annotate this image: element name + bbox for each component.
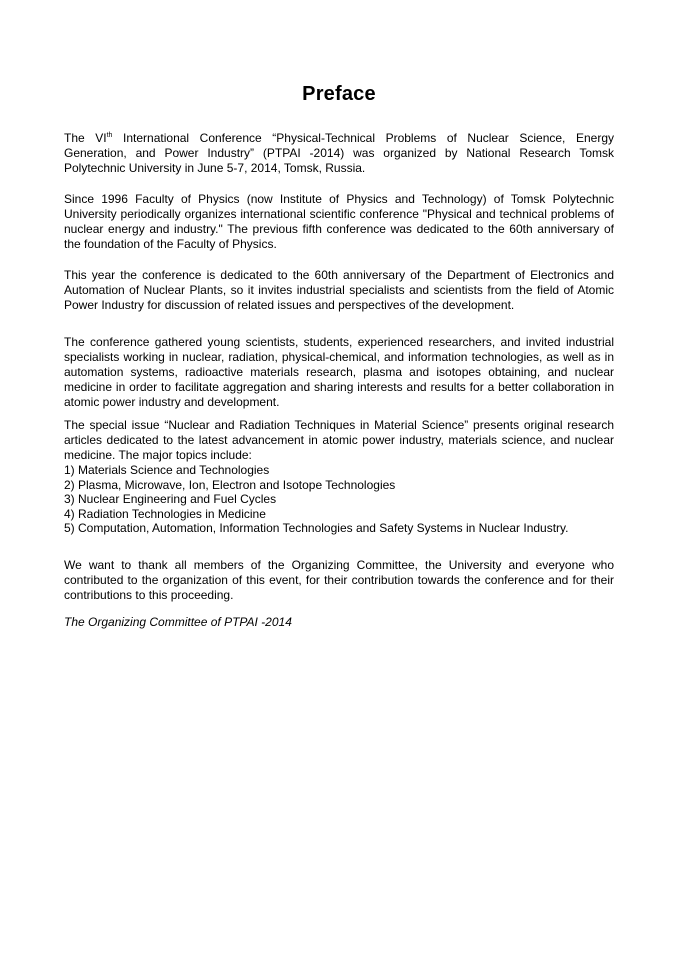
paragraph-special-issue: The special issue “Nuclear and Radiation Techniques in Material Science” presents original research articles dedicated to the latest advancement in atomic power industry, materials science, and nuclear medicine. The major topics include: — [64, 418, 614, 462]
topic-item: 2) Plasma, Microwave, Ion, Electron and Isotope Technologies — [64, 477, 396, 492]
topics-list — [64, 463, 614, 536]
paragraph-history: Since 1996 Faculty of Physics (now Institute of Physics and Technology) of Tomsk Polytechnic University periodically organizes international scientific conference "Physical and technical problems of nuclear energy and industry." The previous fifth conference was dedicated to the 60th anniversary of the foundation of the Faculty of Physics. — [64, 192, 614, 251]
topic-item: 4) Radiation Technologies in Medicine — [64, 506, 266, 521]
topic-item: 1) Materials Science and Technologies — [64, 463, 270, 477]
intro-text-start: The VI — [64, 131, 107, 145]
paragraph-acknowledgements: We want to thank all members of the Organizing Committee, the University and everyone who contributed to the organization of this event, for their contribution towards the conference and for their contributions to this proceeding. — [64, 557, 614, 602]
page-title: Preface — [302, 83, 376, 105]
intro-text-rest: International Conference “Physical-Technical Problems of Nuclear Science, Energy Generation, and Power Industry” (PTPAI -2014) was organized by National Research Tomsk Polytechnic University in June 5-7, 2014, Tomsk, Russia. — [64, 131, 614, 175]
ordinal-superscript: th — [106, 132, 113, 139]
signature: The Organizing Committee of PTPAI -2014 — [64, 614, 292, 629]
paragraph-participants: The conference gathered young scientists, students, experienced researchers, and invited industrial specialists working in nuclear, radiation, physical-chemical, and information technologies, as well as in automation systems, radioactive materials research, plasma and isotopes obtaining, and nuclear medicine in order to facilitate aggregation and sharing interests and results for a better collaboration in atomic power industry and development. — [64, 335, 614, 409]
topic-item: 5) Computation, Automation, Information Technologies and Safety Systems in Nuclear Industry. — [64, 521, 569, 535]
topic-item: 3) Nuclear Engineering and Fuel Cycles — [64, 492, 277, 506]
paragraph-dedication: This year the conference is dedicated to the 60th anniversary of the Department of Electronics and Automation of Nuclear Plants, so it invites industrial specialists and scientists from the field of Atomic Power Industry for discussion of related issues and perspectives of the development. — [64, 268, 614, 312]
paragraph-conference-intro — [64, 131, 614, 176]
